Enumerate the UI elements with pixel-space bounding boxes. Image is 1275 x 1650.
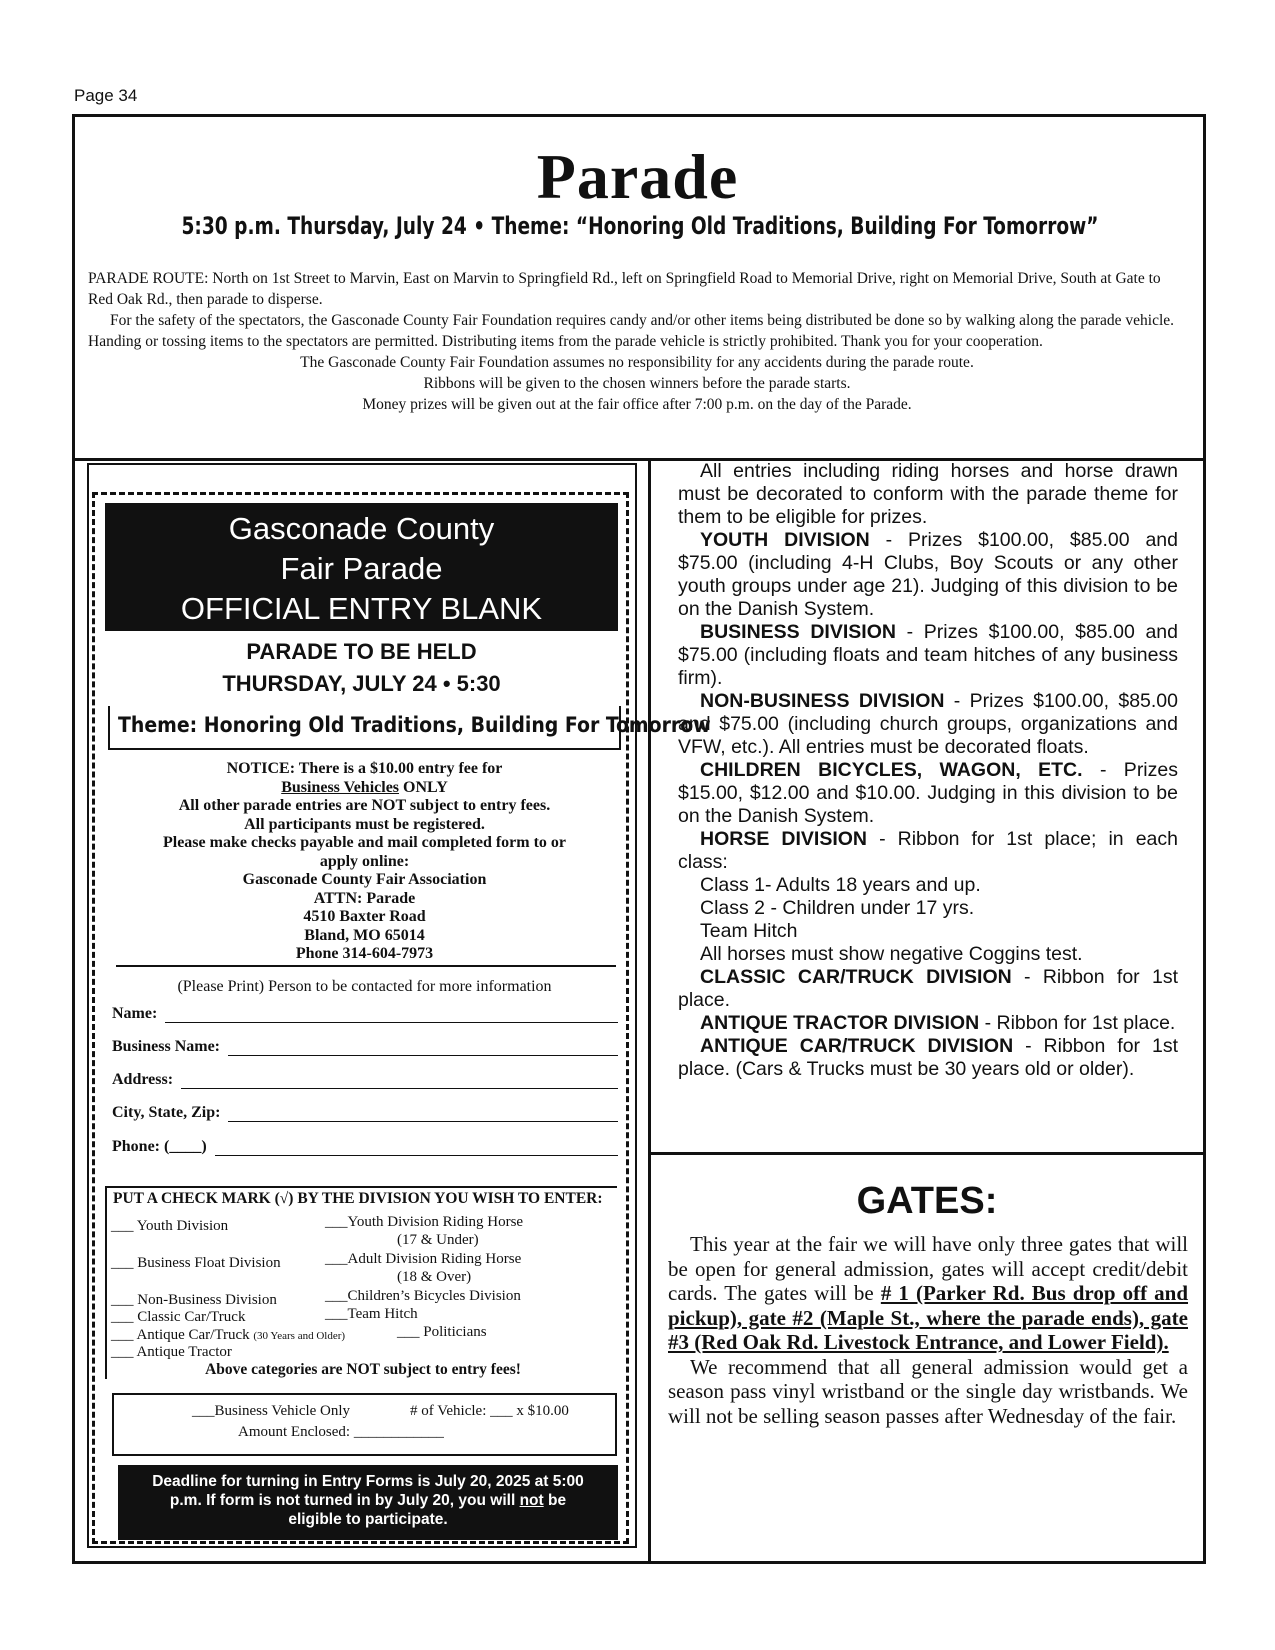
notice-line: apply online: — [319, 852, 410, 870]
phone-field[interactable] — [112, 1138, 618, 1156]
children-division — [678, 759, 1178, 828]
division-label: Youth Division Riding Horse — [347, 1214, 524, 1230]
address-input-line[interactable] — [181, 1073, 618, 1089]
division-text: - Ribbon for 1st place. — [979, 1012, 1176, 1034]
deadline-line: eligible to participate. — [288, 1511, 448, 1528]
notice-line — [108, 779, 621, 798]
division-label: Adult Division Riding Horse — [347, 1251, 522, 1267]
entry-notice — [108, 760, 621, 964]
notice-line: All other parade entries are NOT subject to entry fees. — [178, 797, 551, 814]
division-label: Classic Car/Truck — [137, 1309, 246, 1325]
division-title: HORSE DIVISION — [700, 828, 868, 850]
politicians-checkbox[interactable]: ___ Politicians — [397, 1324, 487, 1340]
division-checklist — [105, 1186, 617, 1379]
horse-team-hitch: Team Hitch — [700, 920, 798, 942]
division-title: CHILDREN BICYCLES, WAGON, ETC. — [700, 759, 1083, 781]
amount-enclosed-field[interactable]: Amount Enclosed: ____________ — [238, 1424, 444, 1440]
adult-riding-horse-checkbox[interactable]: ___Adult Division Riding Horse — [325, 1251, 522, 1267]
no-fee-note: Above categories are NOT subject to entry fees! — [205, 1361, 521, 1378]
division-label: Children’s Bicycles Division — [347, 1288, 521, 1304]
business-division — [678, 621, 1178, 690]
business-vehicles-text: Business Vehicles — [281, 778, 400, 796]
mail-attn: ATTN: Parade — [313, 889, 416, 907]
antique-note: (30 Years and Older) — [253, 1330, 346, 1342]
division-text: - Ribbon for 1st place. (Cars & Trucks must be 30 years old or older). — [678, 1035, 1178, 1080]
division-text: - Ribbon for 1st place; in each class: — [678, 828, 1178, 873]
antique-tractor-checkbox[interactable]: ___ Antique Tractor — [111, 1344, 232, 1360]
column-divider — [648, 458, 651, 1563]
money-notice: Money prizes will be given out at the fair office after 7:00 p.m. on the day of the Parade. — [362, 396, 912, 413]
safety-notice: For the safety of the spectators, the Gasconade County Fair Foundation requires candy and/or other items being distributed be done so by walking along the parade vehicle. Handing or tossing items to the spectators are permitted. Distributing items from the parade vehicle is strictly prohibited. Thank you for your cooperation. — [88, 312, 1175, 350]
classic-division — [678, 966, 1178, 1012]
held-line: PARADE TO BE HELD — [246, 639, 477, 664]
mail-phone: Phone 314-604-7973 — [295, 945, 434, 962]
mail-city: Bland, MO 65014 — [304, 926, 425, 944]
division-title: CLASSIC CAR/TRUCK DIVISION — [700, 966, 1012, 988]
phone-label: Phone: (____) — [112, 1138, 207, 1155]
entry-header-line: Gasconade County — [228, 511, 495, 546]
division-label: Non-Business Division — [137, 1292, 277, 1308]
parade-intro — [88, 268, 1186, 415]
division-label: Business Float Division — [137, 1255, 281, 1271]
decoration-rule: All entries including riding horses and horse drawn must be decorated to conform with the parade theme for them to be eligible for prizes. — [678, 460, 1178, 528]
business-name-input-line[interactable] — [228, 1040, 618, 1056]
deadline-text: be — [543, 1492, 567, 1509]
vehicle-label: Business Vehicle Only — [214, 1403, 351, 1419]
gates-title: GATES: — [856, 1180, 998, 1222]
deadline-text: p.m. If form is not turned in by July 20, you will — [169, 1492, 520, 1509]
horse-division — [678, 828, 1178, 874]
amount-label: Amount Enclosed: — [238, 1424, 351, 1440]
division-text: - Prizes $100.00, $85.00 and $75.00 (including floats and team hitches of any business firm). — [678, 621, 1178, 689]
non-business-checkbox[interactable]: ___ Non-Business Division — [111, 1292, 277, 1308]
deadline-banner — [118, 1465, 618, 1540]
youth-division-checkbox[interactable]: ___ Youth Division — [111, 1218, 229, 1234]
notice-line: All participants must be registered. — [244, 815, 485, 833]
division-text: - Ribbon for 1st place. — [678, 966, 1178, 1011]
phone-input-line[interactable] — [215, 1140, 618, 1156]
parade-subtitle: 5:30 p.m. Thursday, July 24 • Theme: “Honoring Old Traditions, Building For Tomorrow” — [181, 212, 1099, 240]
address-label: Address: — [112, 1071, 174, 1088]
page-number: Page 34 — [74, 86, 138, 105]
business-name-label: Business Name: — [112, 1038, 221, 1055]
gates-paragraph — [668, 1232, 1188, 1355]
mail-street: 4510 Baxter Road — [303, 908, 426, 925]
vehicle-fee-box — [112, 1393, 617, 1456]
notice-line: Please make checks payable and mail completed form to or — [162, 834, 567, 851]
parade-date — [105, 636, 618, 700]
division-label: Team Hitch — [347, 1306, 418, 1322]
horse-class-1: Class 1- Adults 18 years and up. — [700, 874, 981, 896]
antique-car-checkbox[interactable]: ___ Antique Car/Truck (30 Years and Older) — [111, 1327, 346, 1343]
theme-box: Theme: Honoring Old Traditions, Building For Tomorrow — [108, 706, 621, 750]
responsibility-notice: The Gasconade County Fair Foundation assumes no responsibility for any accidents during the parade route. — [300, 354, 974, 371]
business-vehicle-checkbox[interactable]: ___Business Vehicle Only — [192, 1403, 351, 1419]
entry-header-line: OFFICIAL ENTRY BLANK — [180, 591, 543, 626]
division-title: BUSINESS DIVISION — [700, 621, 896, 643]
division-label: Politicians — [423, 1324, 487, 1340]
youth-age-note: (17 & Under) — [397, 1232, 479, 1248]
deadline-line — [118, 1491, 618, 1510]
classic-car-checkbox[interactable]: ___ Classic Car/Truck — [111, 1309, 246, 1325]
youth-division — [678, 529, 1178, 621]
division-text: - Prizes $100.00, $85.00 and $75.00 (including 4-H Clubs, Boy Scouts or any other youth groups under age 21). Judging of this division to be on the Danish System. — [678, 529, 1178, 620]
division-rules — [678, 460, 1178, 1081]
division-title: ANTIQUE CAR/TRUCK DIVISION — [700, 1035, 1014, 1057]
name-input-line[interactable] — [165, 1007, 618, 1023]
business-name-field[interactable] — [112, 1038, 618, 1056]
adult-age-note: (18 & Over) — [397, 1269, 472, 1285]
city-state-zip-label: City, State, Zip: — [112, 1104, 221, 1121]
city-state-zip-field[interactable] — [112, 1104, 618, 1122]
antique-division — [678, 1035, 1178, 1081]
vehicle-count-label: # of Vehicle: — [410, 1403, 487, 1419]
mail-org: Gasconade County Fair Association — [242, 871, 487, 888]
held-line: THURSDAY, JULY 24 • 5:30 — [222, 671, 501, 696]
team-hitch-checkbox[interactable]: ___Team Hitch — [325, 1306, 418, 1322]
division-title: YOUTH DIVISION — [700, 529, 870, 551]
entry-header-line: Fair Parade — [280, 551, 443, 586]
deadline-line: Deadline for turning in Entry Forms is July 20, 2025 at 5:00 — [152, 1473, 584, 1490]
wristband-paragraph: We recommend that all general admission would get a season pass vinyl wristband or the single day wristbands. We will not be selling season passes after Wednesday of the fair. — [668, 1354, 1188, 1428]
coggins-rule: All horses must show negative Coggins test. — [700, 943, 1083, 965]
entry-form-header — [105, 503, 618, 631]
name-field[interactable] — [112, 1005, 618, 1023]
childrens-bicycles-checkbox[interactable]: ___Children’s Bicycles Division — [325, 1288, 521, 1304]
gates-info — [668, 1232, 1188, 1428]
address-field[interactable] — [112, 1071, 618, 1089]
division-text: - Prizes $100.00, $85.00 and $75.00 (including church groups, organizations and VFW, etc.). All entries must be decorated floats. — [678, 690, 1178, 758]
checklist-title: PUT A CHECK MARK (√) BY THE DIVISION YOU WISH TO ENTER: — [113, 1190, 603, 1207]
gate-list: # 1 (Parker Rd. Bus drop off and pickup), gate #2 (Maple St., where the parade ends), gate #3 (Red Oak Rd. Livestock Entrance, and Lower Field). — [668, 1281, 1189, 1354]
division-title: NON-BUSINESS DIVISION — [700, 690, 945, 712]
division-label: Antique Car/Truck — [136, 1327, 250, 1343]
division-label: Youth Division — [136, 1218, 229, 1234]
non-business-division — [678, 690, 1178, 759]
notice-line: NOTICE: There is a $10.00 entry fee for — [226, 760, 503, 777]
print-note: (Please Print) Person to be contacted for more information — [177, 978, 552, 995]
tractor-division — [678, 1012, 1178, 1035]
name-label: Name: — [112, 1005, 158, 1022]
gates-divider — [648, 1152, 1206, 1155]
gates-text: This year at the fair we will have only three gates that will be open for general admission, gates will accept credit/debit cards. The gates will be — [668, 1232, 1188, 1305]
fee-label: x $10.00 — [516, 1403, 569, 1419]
horse-class-2: Class 2 - Children under 17 yrs. — [700, 897, 975, 919]
city-state-zip-input-line[interactable] — [228, 1106, 618, 1122]
division-text: - Prizes $15.00, $12.00 and $10.00. Judging in this division to be on the Danish System. — [678, 759, 1178, 827]
business-float-checkbox[interactable]: ___ Business Float Division — [111, 1255, 281, 1271]
parade-route: PARADE ROUTE: North on 1st Street to Marvin, East on Marvin to Springfield Rd., left on Springfield Road to Memorial Drive, right on Memorial Drive, South at Gate to Red Oak Rd., then parade to disperse. — [88, 270, 1161, 308]
page-title: Parade — [536, 141, 739, 212]
ribbons-notice: Ribbons will be given to the chosen winners before the parade starts. — [423, 375, 851, 392]
deadline-not: not — [519, 1492, 544, 1509]
vehicle-count-field[interactable]: # of Vehicle: ___ x $10.00 — [410, 1403, 569, 1419]
youth-riding-horse-checkbox[interactable]: ___Youth Division Riding Horse — [325, 1214, 524, 1230]
division-title: ANTIQUE TRACTOR DIVISION — [700, 1012, 980, 1034]
division-label: Antique Tractor — [136, 1344, 232, 1360]
only-text: ONLY — [399, 778, 448, 796]
form-rule — [116, 965, 616, 967]
